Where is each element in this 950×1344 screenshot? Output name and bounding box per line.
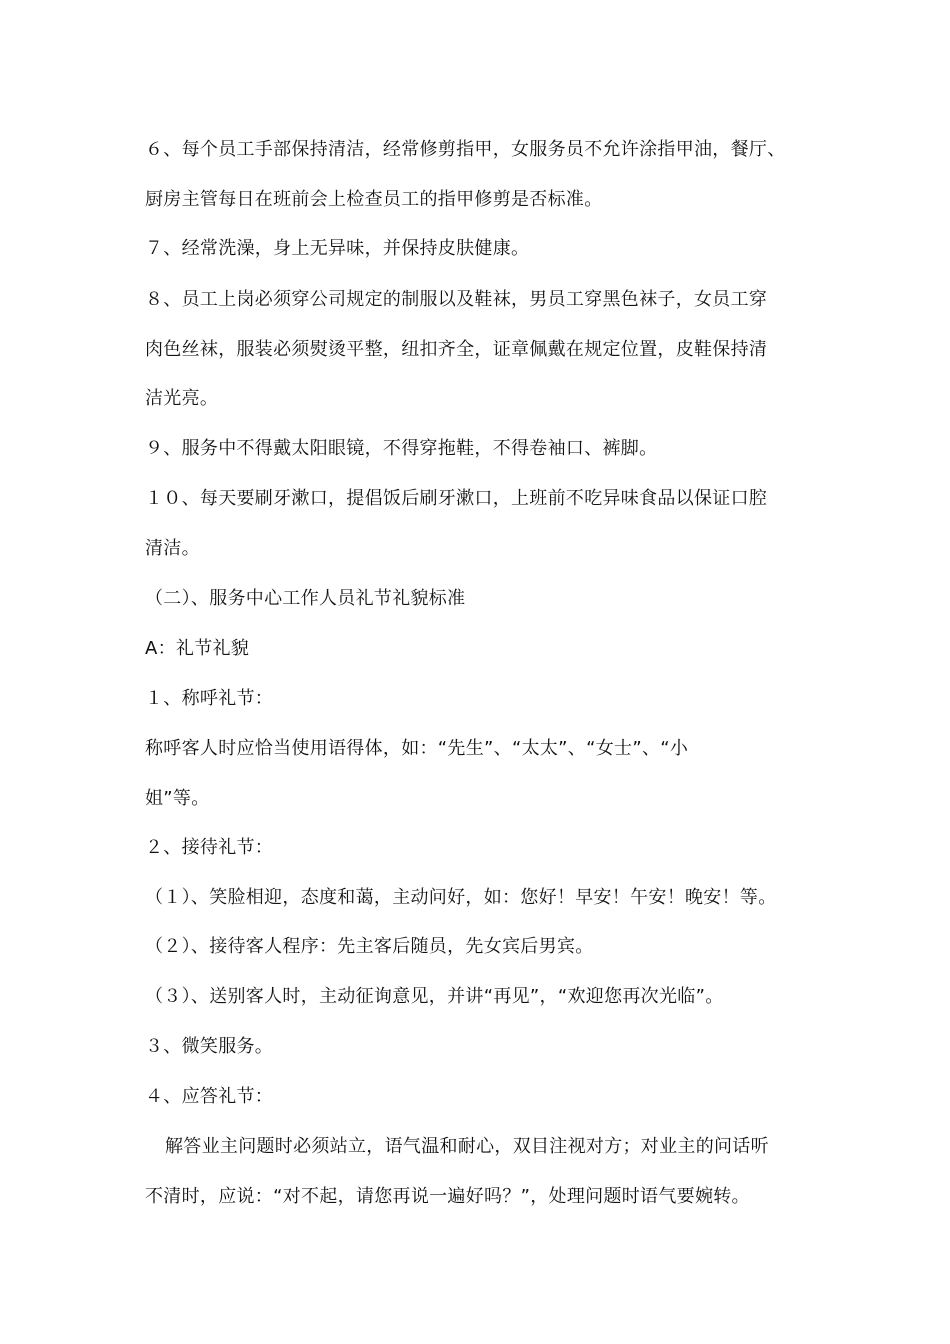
text-line-6: 洁光亮。	[145, 388, 219, 409]
text-line-12: １、称呼礼节：	[145, 688, 274, 709]
text-line-4: ８、员工上岗必须穿公司规定的制服以及鞋袜，男员工穿黑色袜子，女员工穿	[145, 289, 768, 310]
text-line-14: 姐”等。	[145, 788, 210, 809]
text-line-13: 称呼客人时应恰当使用语得体，如：“先生”、“太太”、“女士”、“小	[145, 738, 689, 759]
text-line-2: 厨房主管每日在班前会上检查员工的指甲修剪是否标准。	[145, 189, 603, 210]
text-line-5: 肉色丝袜，服装必须熨烫平整，纽扣齐全，证章佩戴在规定位置，皮鞋保持清	[145, 339, 768, 360]
text-line-22: 不清时，应说：“对不起，请您再说一遍好吗？”，处理问题时语气要婉转。	[145, 1186, 750, 1207]
text-line-15: ２、接待礼节：	[145, 837, 274, 858]
text-line-18: （３）、送别客人时，主动征询意见，并讲“再见”，“欢迎您再次光临”。	[145, 986, 724, 1007]
text-line-16: （１）、笑脸相迎，态度和蔼，主动问好，如：您好！早安！午安！晚安！等。	[145, 887, 777, 908]
text-line-21: 解答业主问题时必须站立，语气温和耐心，双目注视对方；对业主的问话听	[165, 1136, 769, 1157]
text-line-17: （２）、接待客人程序：先主客后随员，先女宾后男宾。	[145, 936, 594, 957]
section-heading: （二）、服务中心工作人员礼节礼貌标准	[145, 588, 466, 609]
text-line-20: ４、应答礼节：	[145, 1086, 274, 1107]
text-line-19: ３、微笑服务。	[145, 1036, 274, 1057]
text-line-3: ７、经常洗澡，身上无异味，并保持皮肤健康。	[145, 238, 530, 259]
text-line-8: １０、每天要刷牙漱口，提倡饭后刷牙漱口，上班前不吃异味食品以保证口腔	[145, 488, 768, 509]
text-line-9: 清洁。	[145, 538, 200, 559]
subsection-heading: A：礼节礼貌	[145, 638, 250, 659]
text-line-7: ９、服务中不得戴太阳眼镜，不得穿拖鞋，不得卷袖口、裤脚。	[145, 438, 658, 459]
text-line-1: ６、每个员工手部保持清洁，经常修剪指甲，女服务员不允许涂指甲油，餐厅、	[145, 139, 786, 160]
